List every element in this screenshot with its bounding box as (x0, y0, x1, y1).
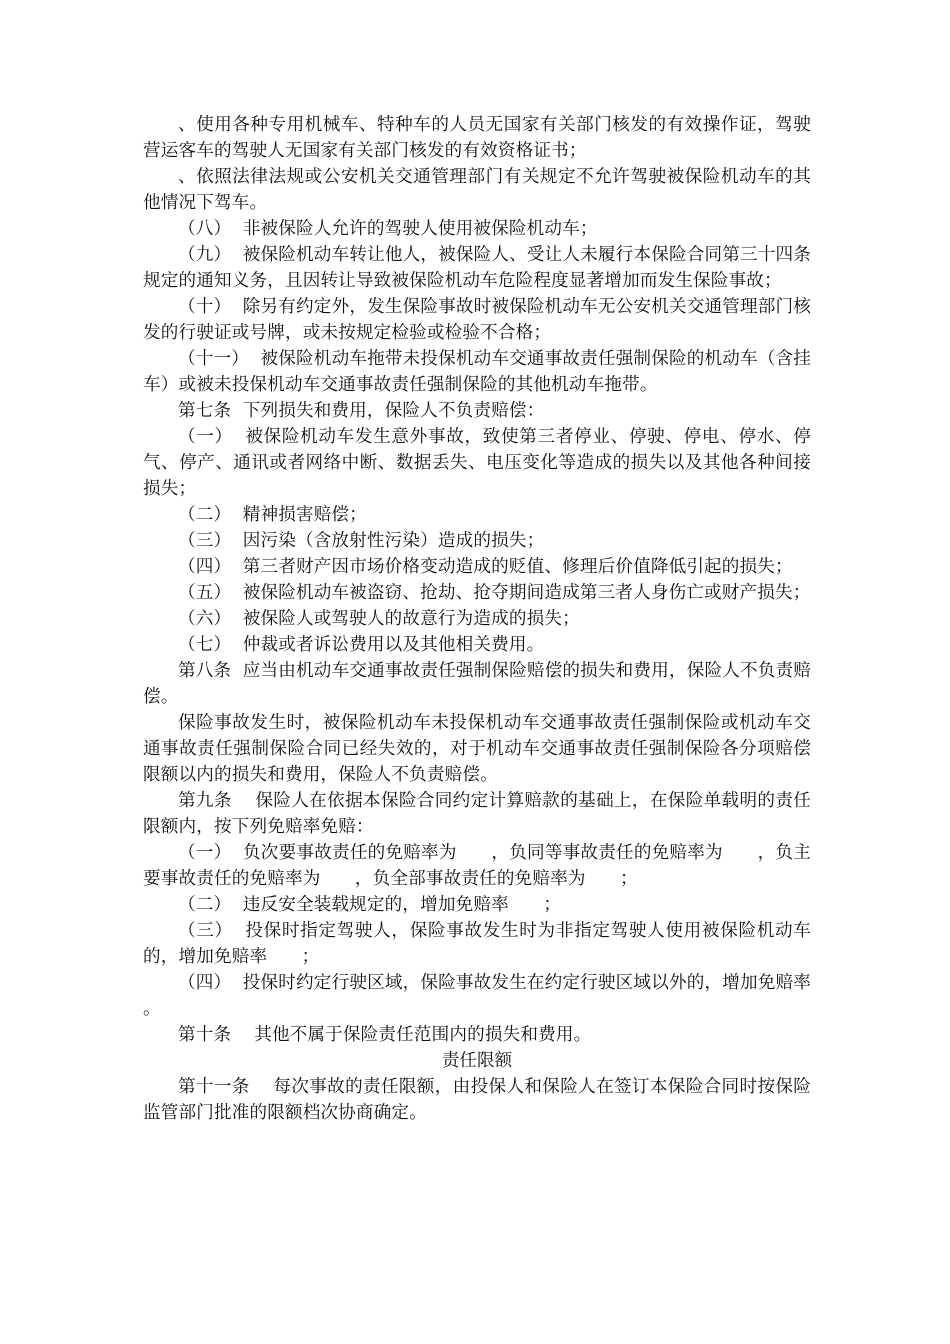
paragraph-article-7-item-7: （七） 仲裁或者诉讼费用以及其他相关费用。 (178, 635, 545, 655)
paragraph-article-9: 第九条 保险人在依据本保险合同约定计算赔款的基础上，在保险单载明的责任限额内，按下列免赔率免赔： (143, 791, 811, 837)
paragraph-article-7-item-4: （四） 第三者财产因市场价格变动造成的贬值、修理后价值降低引起的损失； (178, 557, 793, 577)
paragraph-article-9-item-1: （一） 负次要事故责任的免赔率为 ，负同等事故责任的免赔率为 ，负主要事故责任的免赔率为 ，负全部事故责任的免赔率为 ； (143, 843, 811, 889)
paragraph-article-8: 第八条 应当由机动车交通事故责任强制保险赔偿的损失和费用，保险人不负责赔偿。 (143, 661, 811, 707)
paragraph-article-7-item-5: （五） 被保险机动车被盗窃、抢劫、抢夺期间造成第三者人身伤亡或财产损失； (178, 583, 811, 603)
paragraph-article-7: 第七条 下列损失和费用，保险人不负责赔偿： (178, 401, 545, 421)
paragraph-article-7-item-1: （一） 被保险机动车发生意外事故，致使第三者停业、停驶、停电、停水、停气、停产、通讯或者网络中断、数据丢失、电压变化等造成的损失以及其他各种间接损失； (143, 427, 811, 499)
paragraph-article-9-item-3: （三） 投保时指定驾驶人，保险事故发生时为非指定驾驶人使用被保险机动车的，增加免赔率 ； (143, 921, 811, 967)
paragraph-item-9: （九） 被保险机动车转让他人，被保险人、受让人未履行本保险合同第三十四条规定的通知义务，且因转让导致被保险机动车危险程度显著增加而发生保险事故； (143, 245, 811, 291)
paragraph-article-10: 第十条 其他不属于保险责任范围内的损失和费用。 (178, 1025, 592, 1045)
paragraph-article-7-item-2: （二） 精神损害赔偿； (178, 505, 367, 525)
paragraph-article-8-detail: 保险事故发生时，被保险机动车未投保机动车交通事故责任强制保险或机动车交通事故责任强制保险合同已经失效的，对于机动车交通事故责任强制保险各分项赔偿限额以内的损失和费用，保险人不负责赔偿。 (143, 713, 811, 785)
paragraph-item-10: （十） 除另有约定外，发生保险事故时被保险机动车无公安机关交通管理部门核发的行驶证或号牌，或未按规定检验或检验不合格； (143, 297, 811, 343)
paragraph-operator-license: 、使用各种专用机械车、特种车的人员无国家有关部门核发的有效操作证，驾驶营运客车的驾驶人无国家有关部门核发的有效资格证书； (143, 115, 811, 161)
document-page (143, 112, 846, 1126)
paragraph-article-9-item-4: （四） 投保时约定行驶区域，保险事故发生在约定行驶区域以外的，增加免赔率 。 (143, 973, 846, 1019)
paragraph-article-7-item-6: （六） 被保险人或驾驶人的故意行为造成的损失； (178, 609, 580, 629)
paragraph-item-8: （八） 非被保险人允许的驾驶人使用被保险机动车； (178, 219, 598, 239)
paragraph-article-9-item-2: （二） 违反安全装载规定的，增加免赔率 ； (178, 895, 562, 915)
paragraph-article-11: 第十一条 每次事故的责任限额，由投保人和保险人在签订本保险合同时按保险监管部门批准的限额档次协商确定。 (143, 1077, 811, 1123)
paragraph-item-11: （十一） 被保险机动车拖带未投保机动车交通事故责任强制保险的机动车（含挂车）或被未投保机动车交通事故责任强制保险的其他机动车拖带。 (143, 349, 811, 395)
paragraph-article-7-item-3: （三） 因污染（含放射性污染）造成的损失； (178, 531, 545, 551)
section-heading-liability-limit: 责任限额 (441, 1051, 513, 1071)
paragraph-prohibited-driving: 、依照法律法规或公安机关交通管理部门有关规定不允许驾驶被保险机动车的其他情况下驾车。 (143, 167, 811, 213)
